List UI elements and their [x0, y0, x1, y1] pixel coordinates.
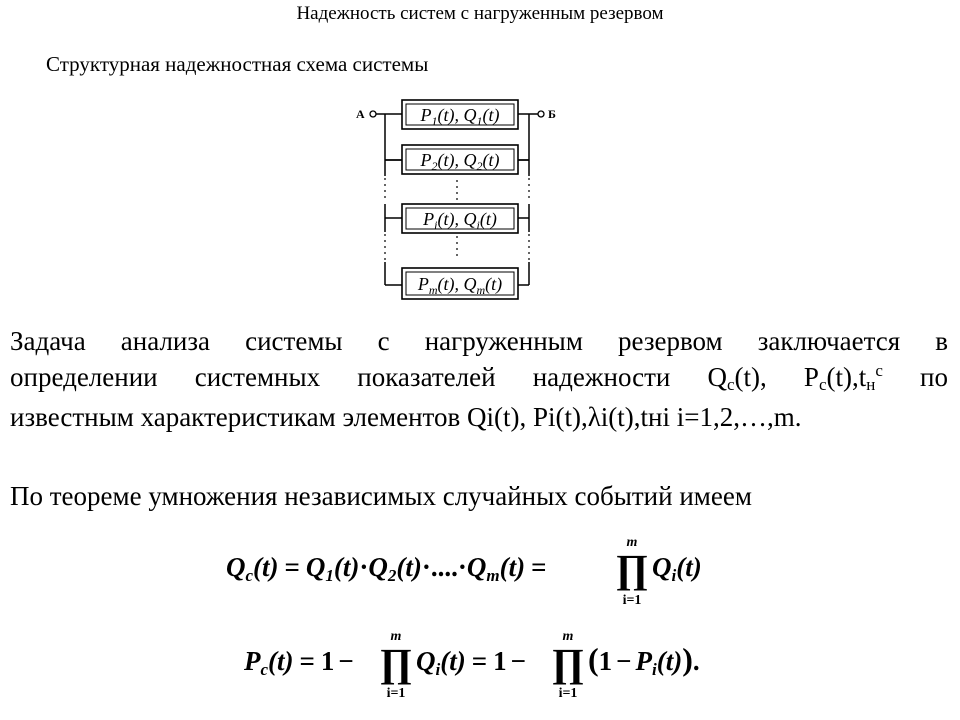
svg-text:Qc(t)=Q1(t)·Q2(t)·....·Qm(t)=: Qc(t) = Q1(t)·Q2(t)·....·Qm(t) =: [226, 552, 547, 585]
paragraph-line: определении системных показателей надежности Qc(t), $Pc(t),tн^c$ по: [10, 361, 948, 394]
svg-text:i=1: i=1: [386, 686, 406, 700]
svg-text:∏: ∏: [551, 640, 585, 685]
slide-subtitle: Структурная надежностная схема системы: [46, 52, 429, 76]
element-label: $P_2(t)$, $Q_2(t)$: [420, 150, 500, 173]
svg-text:i=1: i=1: [558, 686, 578, 700]
svg-text:Qi(t): Qi(t): [652, 552, 702, 585]
svg-text:i=1: i=1: [622, 593, 642, 608]
element-label: $P_i(t)$, $Q_i(t)$: [423, 209, 497, 232]
svg-text:∏: ∏: [379, 640, 413, 685]
analysis-paragraph: [10, 323, 948, 435]
svg-text:m: m: [626, 535, 638, 550]
input-label: А: [356, 107, 365, 121]
svg-text:Qi(t)=1−: Qi(t) = 1 −: [416, 646, 526, 679]
paragraph-line: известным характеристикам элементов Qi(t), Pi(t),λi(t),tнi i=1,2,…,m.: [10, 402, 802, 432]
element-label: $P_1(t)$, $Q_1(t)$: [420, 105, 500, 128]
svg-text:m: m: [390, 629, 402, 644]
theorem-sentence: По теореме умножения независимых случайных событий имеем: [10, 481, 752, 511]
slide-title: Надежность систем с нагруженным резервом: [296, 3, 664, 24]
formula-pc: [0, 620, 960, 700]
element-label: $P_m(t)$, $Q_m(t)$: [417, 274, 503, 297]
svg-text:(1−Pi(t)).: (1 − Pi(t)).: [588, 641, 700, 679]
reliability-diagram: [352, 92, 592, 307]
input-terminal: [370, 111, 376, 117]
output-terminal: [538, 111, 544, 117]
element-row-i: [385, 204, 529, 233]
element-row-2: [385, 145, 529, 174]
element-row-m: [385, 268, 529, 299]
svg-text:m: m: [562, 629, 574, 644]
svg-text:Pc(t)=1−: Pc(t) = 1 −: [244, 646, 354, 679]
paragraph-line: Задача анализа системы с нагруженным резервом заключается в: [10, 326, 948, 356]
svg-text:∏: ∏: [615, 546, 649, 591]
formula-qc: [0, 532, 960, 612]
output-label: Б: [548, 107, 556, 121]
